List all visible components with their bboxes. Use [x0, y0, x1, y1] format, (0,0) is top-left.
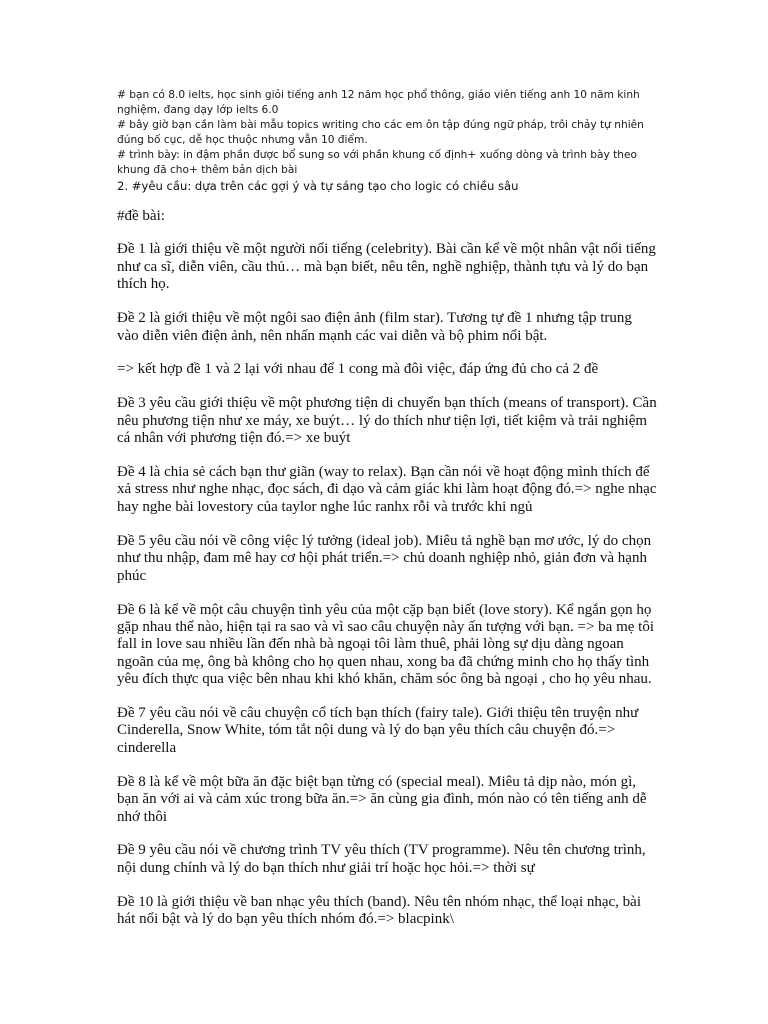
- topic-paragraph: Đề 10 là giới thiệu về ban nhạc yêu thích (band). Nêu tên nhóm nhạc, thể loại nhạc, bài hát nổi bật và lý do bạn yêu thích nhóm đó.=> blacpink\: [117, 893, 642, 928]
- topic-paragraph: Đề 9 yêu cầu nói về chương trình TV yêu thích (TV programme). Nêu tên chương trình, nội dung chính và lý do bạn thích như giải trí hoặc học hỏi.=> thời sự: [117, 842, 646, 876]
- topic-paragraph: Đề 7 yêu cầu nói về câu chuyện cổ tích bạn thích (fairy tale). Giới thiệu tên truyện như Cinderella, Snow White, tóm tắt nội dung và lý do bạn yêu thích câu chuyện đó.=> cinderella: [117, 705, 639, 756]
- exam-heading: #đề bài:: [117, 208, 165, 224]
- topic-paragraph: Đề 2 là giới thiệu về một ngôi sao điện ảnh (film star). Tương tự đề 1 nhưng tập trung vào diễn viên điện ảnh, nên nhấn mạnh các vai diễn và bộ phim nổi bật.: [117, 310, 632, 344]
- note-line: # trình bày: in đậm phần được bổ sung so với phần khung cố định+ xuống dòng và trình bày theo khung đã cho+ thêm bản dịch bài: [117, 149, 638, 176]
- note-line: # bây giờ bạn cần làm bài mẫu topics writing cho các em ôn tập đúng ngữ pháp, trôi chảy tự nhiên đúng bố cục, dễ học thuộc nhưng vẫn 10 điểm.: [117, 119, 644, 146]
- topic-paragraph: Đề 3 yêu cầu giới thiệu về một phương tiện di chuyển bạn thích (means of transport). Cần nêu phương tiện như xe máy, xe buýt… lý do thích như tiện lợi, tiết kiệm và trải nghiệm cá nhân với phương tiện đó.=> xe buýt: [117, 395, 657, 447]
- topic-paragraph: Đề 8 là kể về một bữa ăn đặc biệt bạn từng có (special meal). Miêu tả dịp nào, món gì, bạn ăn với ai và cảm xúc trong bữa ăn.=> ăn cùng gia đình, món nào có tên tiếng anh dễ nhớ thôi: [117, 773, 647, 825]
- combine-note: => kết hợp đề 1 và 2 lại với nhau để 1 cong mà đôi việc, đáp ứng đủ cho cả 2 đề: [117, 361, 599, 378]
- request-line: 2. #yêu cầu: dựa trên các gợi ý và tự sáng tạo cho logic có chiều sâu: [117, 179, 519, 193]
- document-body: [117, 208, 657, 945]
- note-line: # bạn có 8.0 ielts, học sinh giỏi tiếng anh 12 năm học phổ thông, giáo viên tiếng anh 10 năm kinh nghiệm, đang dạy lớp ielts 6.0: [117, 89, 640, 116]
- header-notes: [117, 88, 657, 178]
- topic-paragraph: Đề 1 là giới thiệu về một người nổi tiếng (celebrity). Bài cần kể về một nhân vật nổi tiếng như ca sĩ, diễn viên, cầu thủ… mà bạn biết, nêu tên, nghề nghiệp, thành tựu và lý do bạn thích họ.: [117, 241, 656, 293]
- topic-paragraph: Đề 5 yêu cầu nói về công việc lý tưởng (ideal job). Miêu tả nghề bạn mơ ước, lý do chọn như thu nhập, đam mê hay cơ hội phát triển.=> chủ doanh nghiệp nhỏ, giản đơn và hạnh phúc: [117, 532, 652, 584]
- topic-paragraph: Đề 4 là chia sẻ cách bạn thư giãn (way to relax). Bạn cần nói về hoạt động mình thích để xả stress như nghe nhạc, đọc sách, đi dạo và cảm giác khi làm hoạt động đó.=> nghe nhạc hay nghe bài lovestory của taylor nghe lúc ranhx rỗi và trước khi ngủ: [117, 464, 657, 515]
- topic-paragraph: Đề 6 là kể về một câu chuyện tình yêu của một cặp bạn biết (love story). Kể ngắn gọn họ gặp nhau thế nào, hiện tại ra sao và vì sao câu chuyện này ấn tượng với bạn. => ba mẹ tôi fall in love sau nhiều lần đến nhà bà ngoại tôi làm thuê, phải lòng sự dịu dàng ngoan ngoãn của mẹ, ông bà không cho họ quen nhau, xong ba đã chứng minh cho họ thấy tình yêu đích thực qua việc bên nhau khi khó khăn, chăm sóc ông bà ngoại , cho họ yêu nhau.: [117, 601, 655, 688]
